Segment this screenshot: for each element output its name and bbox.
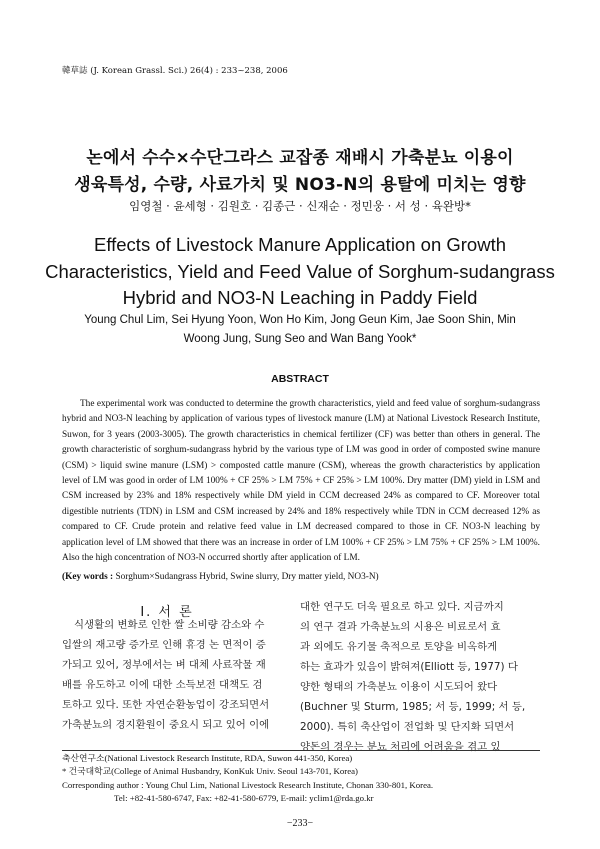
body-left-line: 식생활의 변화로 인한 쌀 소비량 감소와 수 (74, 619, 265, 631)
footnote-affiliation-2: * 건국대학교(College of Animal Husbandry, KonKuk Univ. Seoul 143-701, Korea) (62, 766, 358, 777)
section-heading-introduction: I. 서 론 (140, 605, 194, 620)
abstract-text: The experimental work was conducted to determine the growth characteristics, yield and feed value of sorghum-sudangrass hybrid and NO3-N leaching by application of various types of livestock manure (LM) at National Livestock Research Institute, Suwon, for 3 years (2003-3005). The growth characteristics in chemical fertilizer (CF) was better than others in general. The growth characteristic of sorghum-sudangrass hybrid by the various type of LM was good in order of composted swine manure (CSM) > liquid swine manure (LSM) > composted cattle manure (CSM), whereas the growth characteristics by application level of LM was good in order of LM 100% + CF 25% > LM 75% + CF 25% > LM 100%. Dry matter (DM) yield in LSM and CSM increased by 23% and 18% respectively while DM yield in CCM decreased 24% as compared to CF. Moreover total digestible nutrients (TDN) in LSM and CSM increased by 24% and 18% respectively while TDN in CCM decreased 12% as compared to CF. Crude protein and relative feed value in LM decreased compared to those in CF. NO3-N leaching by application level of LM showed that there was an increase in order of LM 100% + CF 25% > LM 75% + CF 25% > LM 100%. Also the high concentration of NO3-N occurred shortly after application of LM. (62, 399, 540, 564)
keywords (62, 572, 540, 582)
page-number: −233− (286, 818, 314, 829)
body-right-line: 양돈의 경우는 분뇨 처리에 어려움을 겪고 있 (300, 741, 501, 753)
korean-authors: 임영철 · 윤세형 · 김원호 · 김종근 · 신재순 · 정민웅 · 서 성 · 육완방* (129, 199, 471, 213)
body-left-line: 입쌀의 재고량 증가로 인해 휴경 논 면적이 증 (62, 639, 266, 651)
footnote-affiliation-1: 축산연구소(National Livestock Research Institute, RDA, Suwon 441-350, Korea) (62, 753, 353, 763)
body-right-line: (Buchner 및 Sturm, 1985; 서 등, 1999; 서 등, (300, 701, 526, 713)
korean-title-line-2: 생육특성, 수량, 사료가치 및 NO3-N의 용탈에 미치는 영향 (74, 175, 526, 195)
english-title-line-1: Effects of Livestock Manure Application on Growth (93, 234, 506, 255)
footnotes (62, 752, 540, 805)
body-left-line: 배를 유도하고 이에 대한 소득보전 대책도 검 (62, 679, 263, 691)
english-authors-line-2: Woong Jung, Sung Seo and Wan Bang Yook* (183, 333, 417, 345)
english-title-line-3: Hybrid and NO3-N Leaching in Paddy Field (122, 287, 478, 308)
keywords-text: Sorghum×Sudangrass Hybrid, Swine slurry, Dry matter yield, NO3-N) (115, 572, 379, 582)
english-authors-line-1: Young Chul Lim, Sei Hyung Yoon, Won Ho Kim, Jong Geun Kim, Jae Soon Shin, Min (84, 314, 516, 326)
body-right-line: 의 연구 결과 가축분뇨의 시용은 비료로서 효 (300, 621, 501, 633)
english-title-line-2: Characteristics, Yield and Feed Value of Sorghum-sudangrass (45, 261, 555, 282)
korean-title-line-1: 논에서 수수×수단그라스 교잡종 재배시 가축분뇨 이용이 (86, 148, 514, 168)
abstract-heading: ABSTRACT (271, 373, 329, 385)
footnote-contact: Tel: +82-41-580-6747, Fax: +82-41-580-6779, E-mail: yclim1@rda.go.kr (114, 792, 374, 803)
keywords-label: (Key words : (62, 572, 114, 582)
body-right-line: 과 외에도 유기물 축적으로 토양을 비옥하게 (300, 641, 498, 653)
body-left-line: 가되고 있어, 정부에서는 벼 대체 사료작물 재 (62, 659, 266, 671)
footnote-divider (62, 750, 540, 751)
body-left-line: 토하고 있다. 또한 자연순환농업이 강조되면서 (62, 699, 270, 711)
body-right-line: 대한 연구도 더욱 필요로 하고 있다. 지금까지 (300, 601, 504, 613)
body-right-line: 하는 효과가 있음이 밝혀져(Elliott 등, 1977) 다 (300, 661, 518, 673)
body-right-line: 2000). 특히 축산업이 전업화 및 단지화 되면서 (300, 721, 515, 733)
body-right-line: 양한 형태의 가축분뇨 이용이 시도되어 왔다 (300, 681, 498, 693)
journal-header: 韓草誌 (J. Korean Grassl. Sci.) 26(4) : 233~238, 2006 (62, 66, 288, 76)
body-left-line: 가축분뇨의 경지환원이 중요시 되고 있어 이에 (62, 719, 270, 731)
footnote-corresponding-author: Corresponding author : Young Chul Lim, National Livestock Research Institute, Chonan 330-801, Korea. (62, 779, 434, 790)
